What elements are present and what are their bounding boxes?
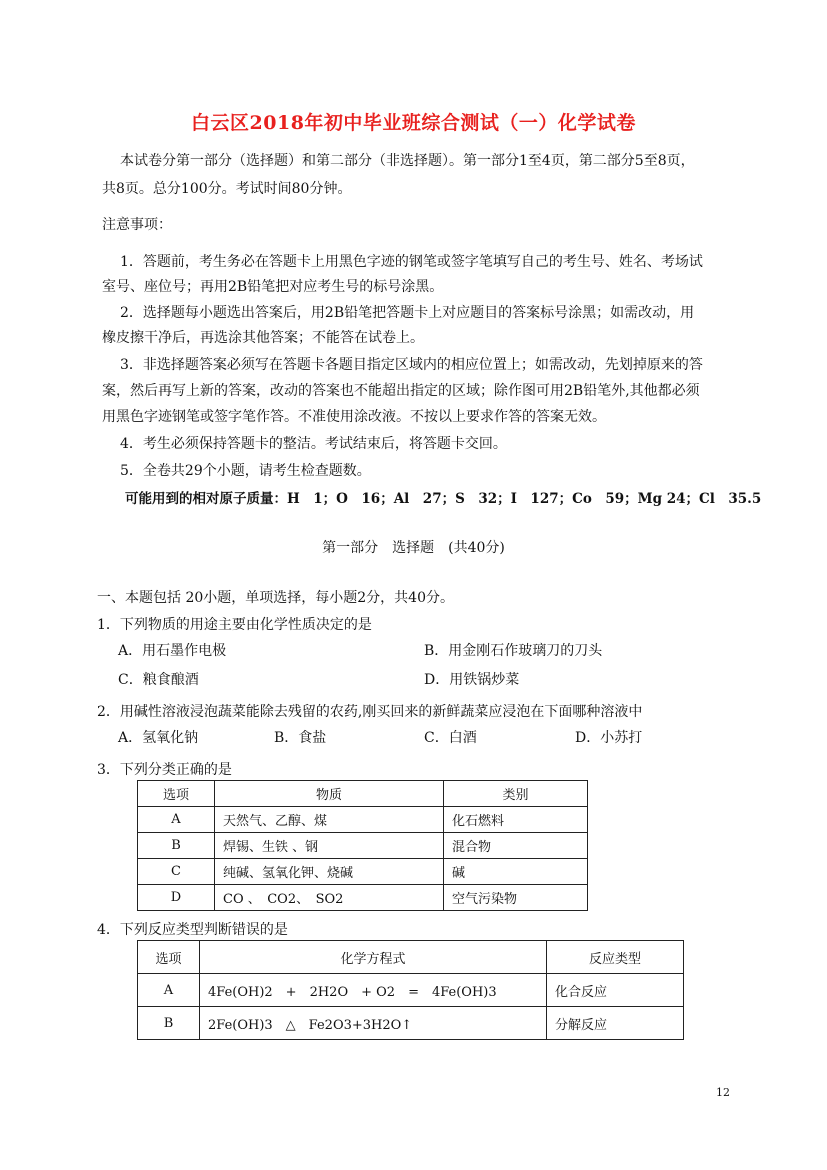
table-row [138,807,588,833]
header-substance: 物质 [215,781,444,807]
notice-heading: 注意事项： [102,217,172,233]
q1-option-b: B．用金刚石作玻璃刀的刀头 [424,643,603,659]
q1-stem: 1．下列物质的用途主要由化学性质决定的是 [97,617,372,633]
table-header-row [138,781,588,807]
row-option: C [138,859,215,885]
row-option: A [138,974,200,1007]
row-option: A [138,807,215,833]
row-option: D [138,885,215,911]
q4-table [137,940,684,1040]
page-number: 12 [716,1086,730,1099]
row-reaction-type: 分解反应 [547,1007,684,1040]
row-category: 碱 [444,859,588,885]
table-row [138,885,588,911]
notice-5: 5．全卷共29个小题，请考生检查题数。 [120,463,371,479]
intro-line-1: 本试卷分第一部分（选择题）和第二部分（非选择题）。第一部分1至4页，第二部分5至8页， [120,153,695,169]
row-reaction-type: 化合反应 [547,974,684,1007]
row-option: B [138,1007,200,1040]
header-option: 选项 [138,781,215,807]
table-row [138,833,588,859]
q2-option-c: C．白酒 [424,730,477,746]
q2-option-a: A．氢氧化钠 [118,730,199,746]
header-category: 类别 [444,781,588,807]
table-row [138,974,684,1007]
q2-option-b: B．食盐 [274,730,327,746]
header-equation: 化学方程式 [200,941,547,974]
row-substance: 天然气、乙醇、煤 [215,807,444,833]
row-category: 化石燃料 [444,807,588,833]
q3-stem: 3．下列分类正确的是 [97,762,232,778]
q1-option-d: D．用铁锅炒菜 [424,672,520,688]
q4-stem: 4．下列反应类型判断错误的是 [97,922,288,938]
table-row [138,859,588,885]
q1-option-c: C．粮食酿酒 [118,672,199,688]
notice-3b: 案，然后再写上新的答案，改动的答案也不能超出指定的区域；除作图可用2B铅笔外,其他都必须 [102,383,700,399]
part1-heading: 第一部分 选择题 (共40分) [322,540,505,556]
q3-table [137,780,588,911]
atomic-masses: 可能用到的相对原子质量：H 1；O 16；Al 27；S 32；I 127；Co 59；Mg 24；Cl 35.5 [125,491,762,507]
row-category: 空气污染物 [444,885,588,911]
notice-3a: 3．非选择题答案必须写在答题卡各题目指定区域内的相应位置上；如需改动，先划掉原来的答 [120,357,703,373]
row-substance: CO 、 CO2、 SO2 [215,885,444,911]
row-substance: 纯碱、氢氧化钾、烧碱 [215,859,444,885]
exam-title: 白云区2018年初中毕业班综合测试（一）化学试卷 [191,112,636,134]
header-option: 选项 [138,941,200,974]
notice-1b: 室号、座位号；再用2B铅笔把对应考生号的标号涂黑。 [102,279,444,295]
row-equation: 4Fe(OH)2 + 2H2O + O2 = 4Fe(OH)3 [200,974,547,1007]
table-row [138,1007,684,1040]
q2-stem: 2．用碱性溶液浸泡蔬菜能除去残留的农药,刚买回来的新鲜蔬菜应浸泡在下面哪种溶液中 [97,704,643,720]
intro-line-2: 共8页。总分100分。考试时间80分钟。 [102,181,352,197]
notice-1a: 1．答题前，考生务必在答题卡上用黑色字迹的钢笔或签字笔填写自己的考生号、姓名、考场试 [120,254,703,270]
notice-3c: 用黑色字迹钢笔或签字笔作答。不准使用涂改液。不按以上要求作答的答案无效。 [102,409,606,425]
notice-2a: 2．选择题每小题选出答案后，用2B铅笔把答题卡上对应题目的答案标号涂黑；如需改动，用 [120,305,695,321]
q1-option-a: A．用石墨作电极 [118,643,227,659]
q2-option-d: D．小苏打 [575,730,643,746]
notice-2b: 橡皮擦干净后，再选涂其他答案；不能答在试卷上。 [102,330,424,346]
row-equation: 2Fe(OH)3 △ Fe2O3+3H2O↑ [200,1007,547,1040]
table-header-row [138,941,684,974]
row-category: 混合物 [444,833,588,859]
section1-intro: 一、本题包括 20小题，单项选择，每小题2分，共40分。 [97,590,454,606]
row-option: B [138,833,215,859]
row-substance: 焊锡、生铁 、钢 [215,833,444,859]
notice-4: 4．考生必须保持答题卡的整洁。考试结束后，将答题卡交回。 [120,436,507,452]
header-reaction-type: 反应类型 [547,941,684,974]
